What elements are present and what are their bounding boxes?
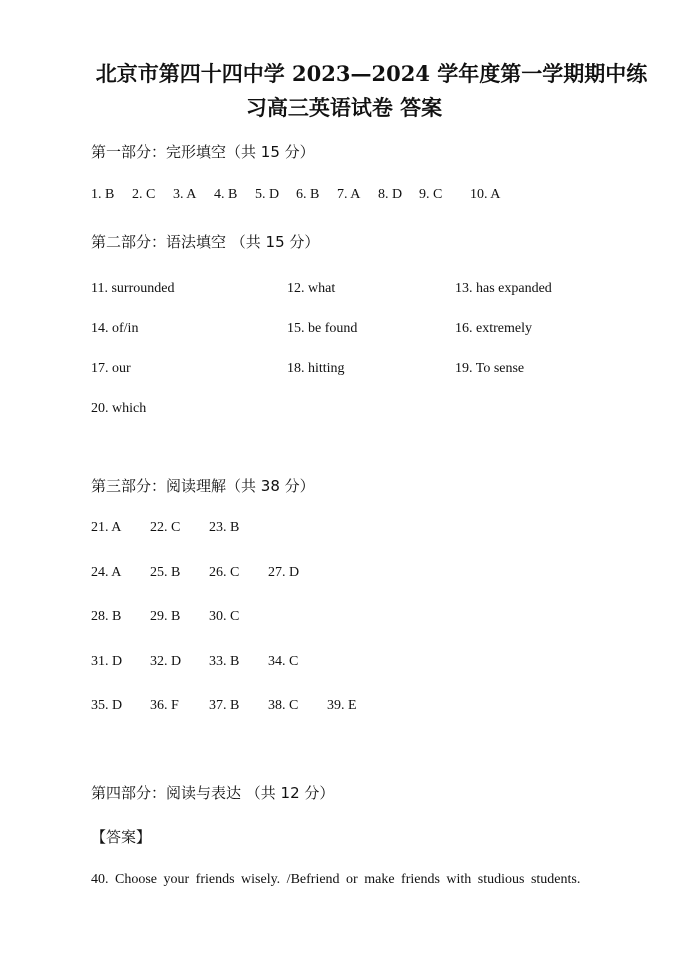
answer-item: 26. C [209, 565, 240, 580]
answer-item: 37. B [209, 698, 240, 713]
part1-heading: 第一部分：完形填空（共 15 分） [91, 143, 315, 161]
grammar-answer: 16. extremely [455, 321, 532, 336]
reading-answers-row [91, 698, 357, 714]
grammar-answer: 11. surrounded [91, 281, 175, 296]
part4-heading: 第四部分：阅读与表达 （共 12 分） [91, 784, 335, 802]
answer-item: 39. E [327, 698, 357, 713]
answer-item: 2. C [132, 187, 156, 202]
grammar-answer: 12. what [287, 281, 336, 296]
answer-item: 8. D [378, 187, 403, 202]
reading-answers-row [91, 565, 299, 581]
answer-item: 25. B [150, 565, 181, 580]
part2-heading: 第二部分：语法填空 （共 15 分） [91, 233, 320, 251]
grammar-answer: 19. To sense [455, 361, 525, 376]
reading-answers-row [91, 609, 239, 625]
answer-item: 10. A [470, 187, 501, 202]
answer-item: 27. D [268, 565, 300, 580]
grammar-answer: 13. has expanded [455, 281, 552, 296]
answer-item: 28. B [91, 609, 122, 624]
reading-answers-row [91, 520, 239, 536]
answer-item: 33. B [209, 654, 240, 669]
grammar-answer: 14. of/in [91, 321, 139, 336]
answer-item: 7. A [337, 187, 361, 202]
answer-item: 23. B [209, 520, 240, 535]
answer-item: 30. C [209, 609, 240, 624]
document-title-line2: 习高三英语试卷 答案 [245, 95, 443, 120]
answer-item: 31. D [91, 654, 123, 669]
answer-item: 6. B [296, 187, 320, 202]
document-title-line1: 北京市第四十四中学 2023—2024 学年度第一学期期中练 [95, 61, 648, 86]
reading-answers-row [91, 654, 298, 670]
answer-item: 3. A [173, 187, 197, 202]
answer-label: 【答案】 [91, 828, 152, 846]
grammar-answer: 20. which [91, 401, 147, 416]
answer-item: 9. C [419, 187, 443, 202]
answer-item: 1. B [91, 187, 115, 202]
part1-answers [91, 187, 500, 203]
answer-item: 38. C [268, 698, 299, 713]
part3-heading: 第三部分：阅读理解（共 38 分） [91, 477, 315, 495]
answer-item: 32. D [150, 654, 182, 669]
question-40-answer: 40. Choose your friends wisely. /Befriend or make friends with studious students. [91, 872, 581, 887]
answer-item: 4. B [214, 187, 238, 202]
grammar-answer: 17. our [91, 361, 131, 376]
answer-item: 22. C [150, 520, 181, 535]
answer-item: 29. B [150, 609, 181, 624]
grammar-answer: 18. hitting [287, 361, 345, 376]
answer-item: 35. D [91, 698, 123, 713]
answer-item: 24. A [91, 565, 122, 580]
answer-item: 36. F [150, 698, 179, 713]
answer-item: 5. D [255, 187, 280, 202]
grammar-answer: 15. be found [287, 321, 358, 336]
answer-item: 21. A [91, 520, 122, 535]
answer-item: 34. C [268, 654, 299, 669]
